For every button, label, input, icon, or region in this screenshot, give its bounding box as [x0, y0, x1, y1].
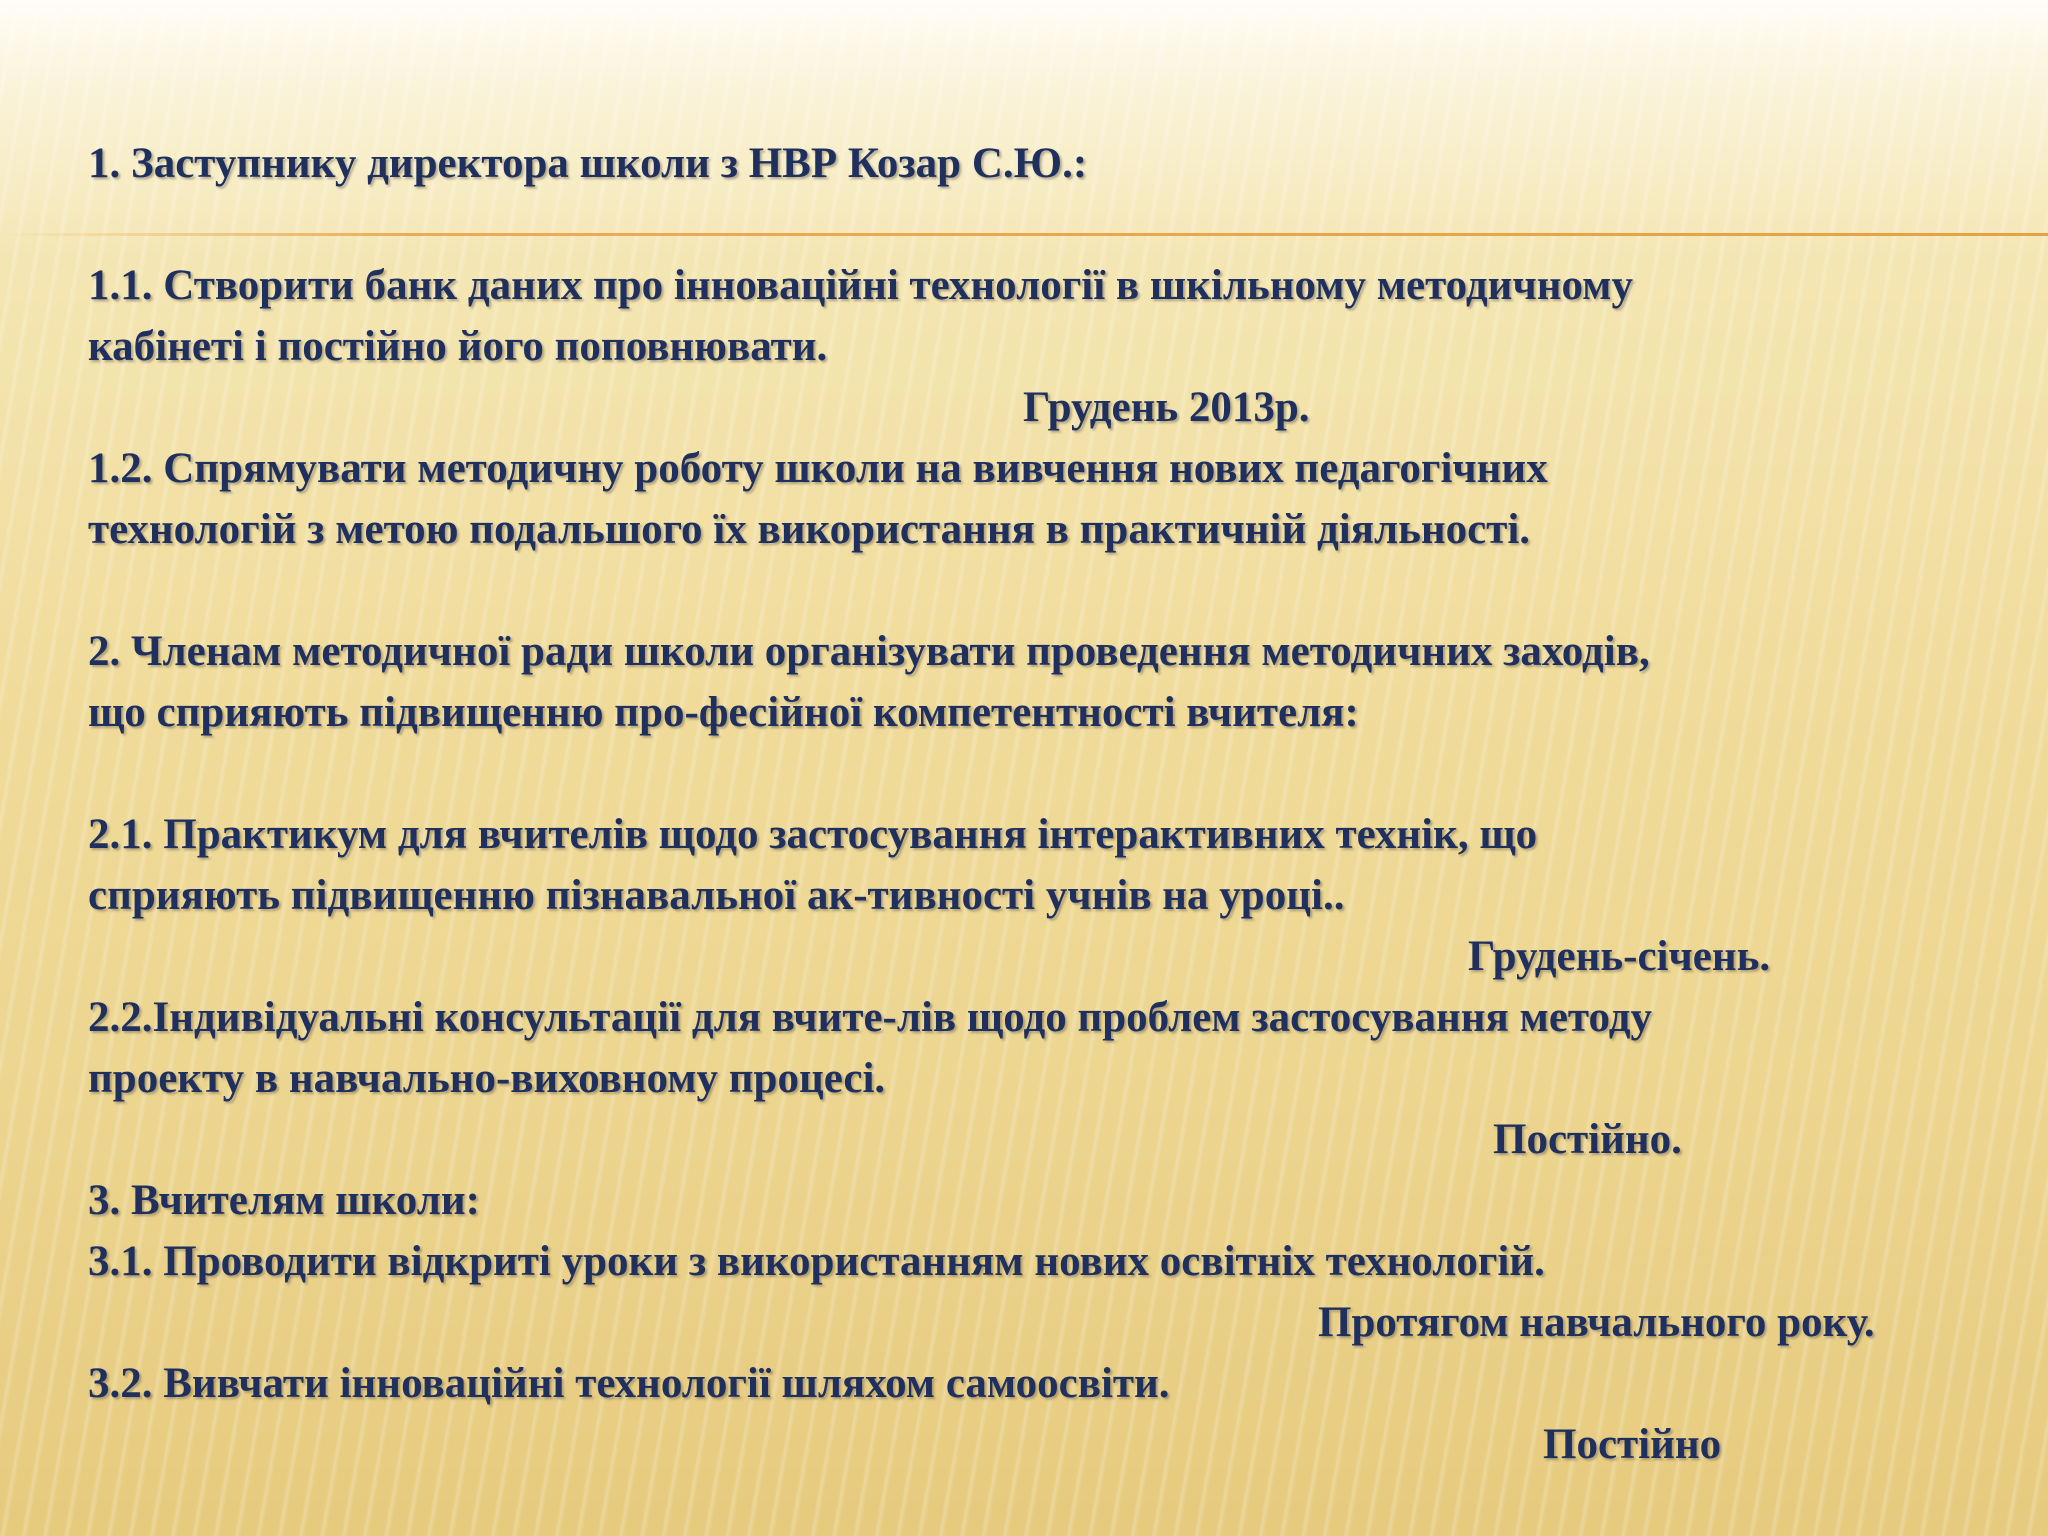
item-3-2-term: Постійно — [1543, 1421, 1722, 1468]
item-2-2-line-2: проекту в навчально-виховному процесі. — [88, 1055, 886, 1102]
item-1-1-line-1: 1.1. Створити банк даних про інноваційні технології в шкільному методичному — [88, 262, 1633, 309]
item-1-1-line-2: кабінеті і постійно його поповнювати. — [88, 323, 828, 370]
item-3-1-line: 3.1. Проводити відкриті уроки з використанням нових освітніх технологій. — [88, 1238, 1545, 1285]
section-3-heading: 3. Вчителям школи: — [88, 1177, 480, 1224]
item-1-2-line-2: технологій з метою подальшого їх використання в практичній діяльності. — [88, 506, 1531, 553]
spacer — [88, 560, 2008, 621]
item-2-2-line-1: 2.2.Індивідуальні консультації для вчите-лів щодо проблем застосування методу — [88, 994, 1652, 1041]
item-2-1-term: Грудень-січень. — [1468, 933, 1771, 980]
item-1-2-line-1: 1.2. Спрямувати методичну роботу школи на вивчення нових педагогічних — [88, 445, 1548, 492]
section-1-heading: 1. Заступнику директора школи з НВР Козар С.Ю.: — [88, 140, 1088, 187]
item-3-2-line: 3.2. Вивчати інноваційні технології шляхом самоосвіти. — [88, 1360, 1170, 1407]
item-3-1-term: Протягом навчального року. — [1318, 1299, 1875, 1346]
section-2-line-1: 2. Членам методичної ради школи організувати проведення методичних заходів, — [88, 628, 1650, 675]
item-1-1-term: Грудень 2013р. — [1023, 384, 1310, 431]
item-2-1-line-2: сприяють підвищенню пізнавальної ак-тивності учнів на уроці.. — [88, 872, 1345, 919]
spacer — [88, 743, 2008, 804]
section-2-line-2: що сприяють підвищенню про-фесійної компетентності вчителя: — [88, 689, 1359, 736]
item-2-2-term: Постійно. — [1493, 1116, 1682, 1163]
spacer — [88, 194, 2008, 255]
slide-body — [88, 133, 2008, 1475]
item-2-1-line-1: 2.1. Практикум для вчителів щодо застосування інтерактивних технік, що — [88, 811, 1538, 858]
